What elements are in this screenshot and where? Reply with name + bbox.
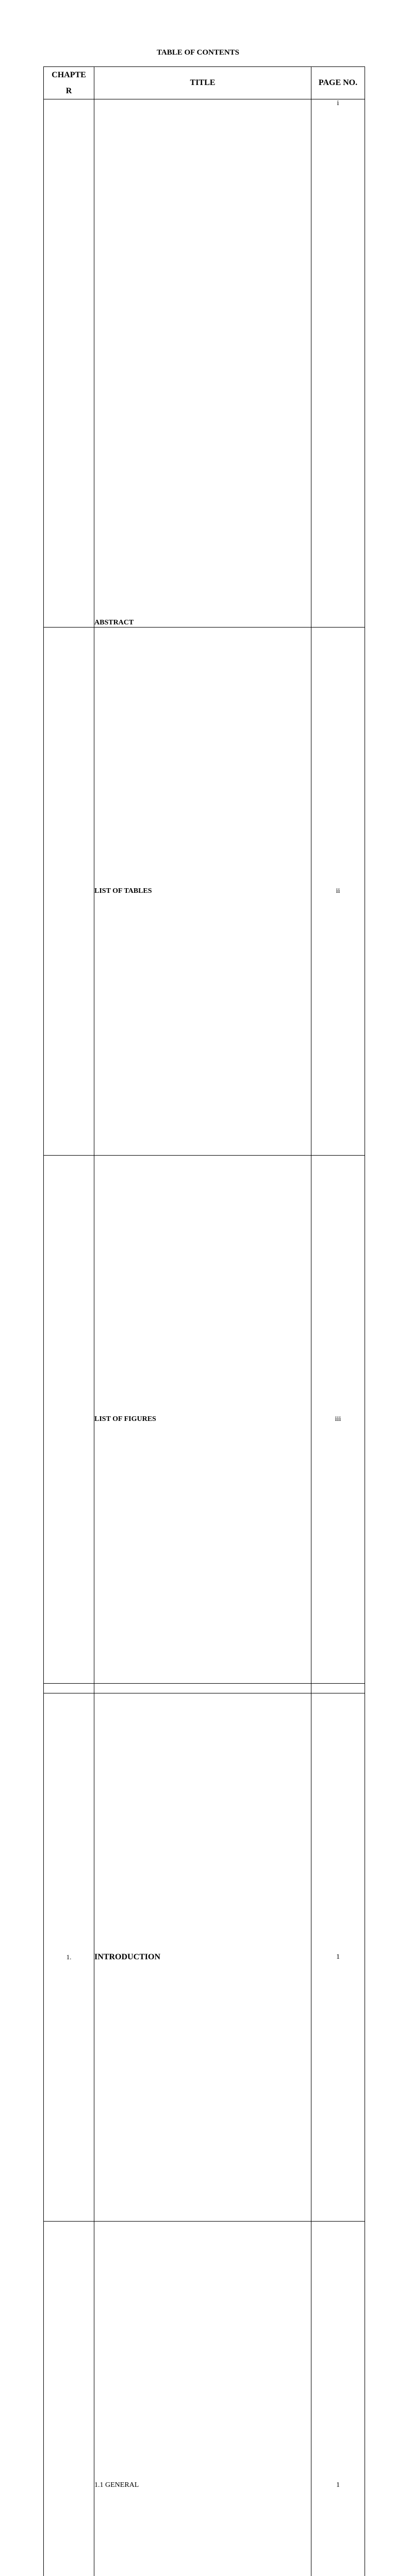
header-chapter: CHAPTE R [44,67,94,99]
page-cell: 1 [311,1693,365,2222]
page-cell: ii [311,628,365,1156]
table-row [44,628,365,1156]
table-row [44,99,365,628]
page-title: TABLE OF CONTENTS [0,48,396,57]
chapter-cell [44,2222,94,2576]
page-cell [311,1684,365,1693]
chapter-cell: 1. [44,1693,94,2222]
document-page [0,0,396,528]
chapter-cell [44,628,94,1156]
table-row [44,1156,365,1684]
title-cell: INTRODUCTION [94,1693,311,2222]
title-cell: ABSTRACT [94,99,311,628]
table-row [44,2222,365,2576]
header-row [44,67,365,99]
toc-table [43,66,365,2576]
page-cell: 1 [311,2222,365,2576]
title-cell: LIST OF TABLES [94,628,311,1156]
page-cell: i [311,99,365,628]
title-cell [94,1684,311,1693]
header-title: TITLE [94,67,311,99]
chapter-row [44,1693,365,2222]
spacer-row [44,1684,365,1693]
title-cell: LIST OF FIGURES [94,1156,311,1684]
chapter-cell [44,1156,94,1684]
chapter-cell [44,1684,94,1693]
title-cell: 1.1 GENERAL [94,2222,311,2576]
page-cell: iii [311,1156,365,1684]
chapter-cell [44,99,94,628]
header-page: PAGE NO. [311,67,365,99]
